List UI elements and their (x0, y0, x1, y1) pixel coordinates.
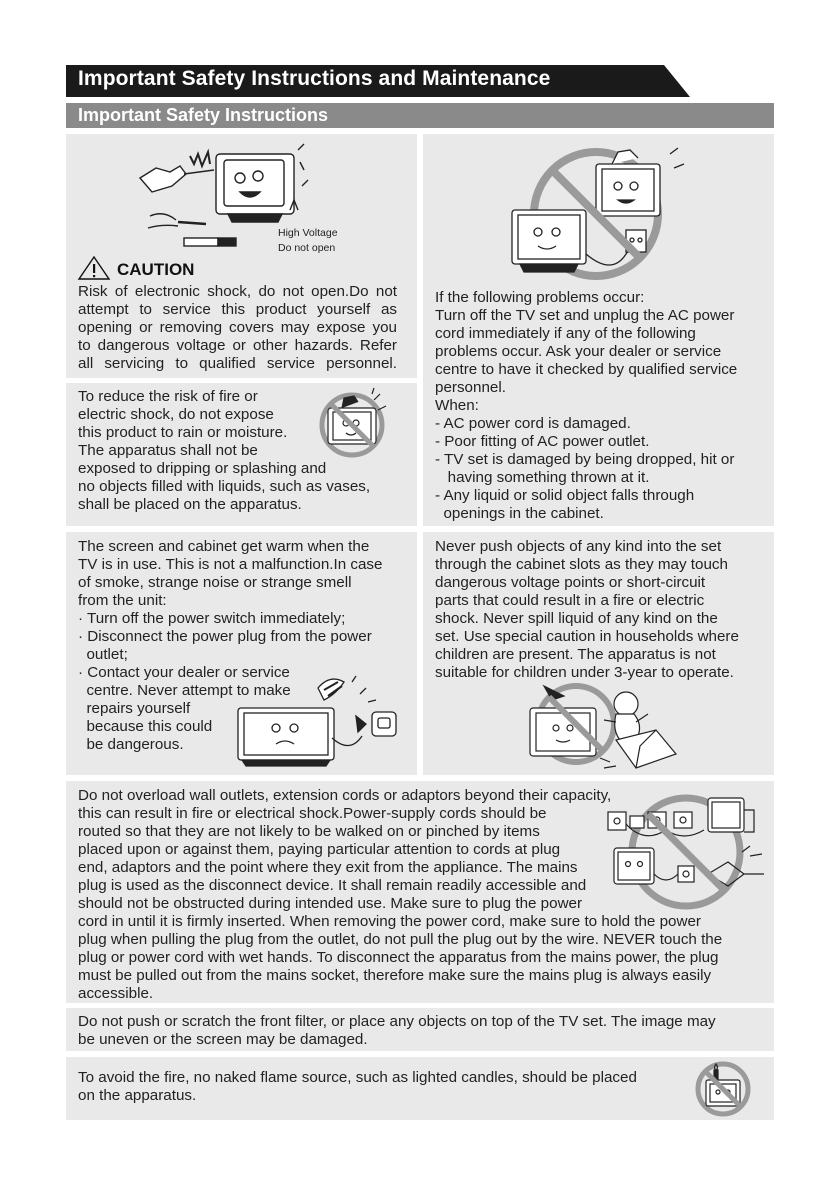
objects-line: Never push objects of any kind into the set (435, 538, 722, 555)
warm-line: TV is in use. This is not a malfunction.In case (78, 556, 383, 573)
moisture-line: The apparatus shall not be (78, 442, 258, 459)
objects-line: suitable for children under 3-year to operate. (435, 664, 734, 681)
outlets-line: should not be obstructed during intended use. Make sure to plug the power (78, 895, 583, 912)
section-title: Important Safety Instructions (78, 105, 329, 125)
problems-line: If the following problems occur: (435, 289, 645, 306)
problems-line: - Poor fitting of AC power outlet. (435, 433, 650, 450)
outlets-line: accessible. (78, 985, 154, 1002)
moisture-line: no objects filled with liquids, such as vases, (78, 478, 371, 495)
rain-tv-prohibited-illustration (314, 388, 392, 458)
problems-line: personnel. (435, 379, 506, 396)
problems-line: - AC power cord is damaged. (435, 415, 631, 432)
warm-line: be dangerous. (78, 736, 184, 753)
problems-line: Turn off the TV set and unplug the AC power (435, 307, 735, 324)
child-climbing-tv-prohibited-illustration (516, 680, 686, 772)
warm-line: from the unit: (78, 592, 167, 609)
outlets-line: plug is used as the disconnect device. It shall remain readily accessible and (78, 877, 587, 894)
objects-line: children are present. The apparatus is not (435, 646, 716, 663)
caution-line: all servicing to qualified service personnel. (78, 355, 397, 372)
warm-line: centre. Never attempt to make (78, 682, 291, 699)
moisture-line: To reduce the risk of fire or (78, 388, 258, 405)
moisture-line: electric shock, do not expose (78, 406, 274, 423)
dropped-tv-prohibited-illustration (500, 142, 700, 292)
flame-line: To avoid the fire, no naked flame source, such as lighted candles, should be placed (78, 1069, 637, 1086)
outlets-line: must be pulled out from the mains socket, therefore make sure the mains plug is always easily (78, 967, 712, 984)
objects-line: shock. Never spill liquid of any kind on the (435, 610, 718, 627)
moisture-line: this product to rain or moisture. (78, 424, 288, 441)
outlets-line: cord in until it is firmly inserted. When removing the power cord, make sure to hold the power (78, 913, 701, 930)
objects-line: parts that could result in a fire or electric (435, 592, 705, 609)
overloaded-outlet-prohibited-illustration (604, 790, 770, 912)
candle-on-tv-prohibited-illustration (692, 1060, 754, 1118)
objects-line: set. Use special caution in households where (435, 628, 739, 645)
outlets-line: this can result in fire or electrical shock.Power-supply cords should be (78, 805, 547, 822)
caution-label: CAUTION (117, 260, 195, 279)
problems-line: having something thrown at it. (435, 469, 650, 486)
warm-line: · Contact your dealer or service (78, 664, 290, 681)
filter-line: Do not push or scratch the front filter, or place any objects on top of the TV set. The image may (78, 1013, 716, 1030)
smoking-tv-illustration (232, 672, 402, 768)
outlets-line: placed upon or against them, paying particular attention to cords at plug (78, 841, 561, 858)
warm-line: The screen and cabinet get warm when the (78, 538, 370, 555)
warm-line: repairs yourself (78, 700, 191, 717)
flame-line: on the apparatus. (78, 1087, 197, 1104)
high-voltage-label: High Voltage (278, 227, 338, 239)
problems-line: When: (435, 397, 479, 414)
outlets-line: end, adaptors and the point where they exit from the appliance. The mains (78, 859, 578, 876)
outlets-line: Do not overload wall outlets, extension cords or adaptors beyond their capacity, (78, 787, 612, 804)
warning-triangle-icon (78, 256, 110, 280)
moisture-line: shall be placed on the apparatus. (78, 496, 302, 513)
problems-line: openings in the cabinet. (435, 505, 604, 522)
page-title: Important Safety Instructions and Maintenance (78, 67, 551, 90)
problems-line: centre to have it checked by qualified service (435, 361, 738, 378)
do-not-open-label: Do not open (278, 242, 336, 254)
warm-line: outlet; (78, 646, 128, 663)
moisture-line: exposed to dripping or splashing and (78, 460, 327, 477)
warm-line: · Disconnect the power plug from the power (78, 628, 372, 645)
problems-line: - TV set is damaged by being dropped, hit or (435, 451, 735, 468)
caution-line: to dangerous voltage or other hazards. Refer (78, 337, 397, 354)
problems-line: problems occur. Ask your dealer or service (435, 343, 722, 360)
caution-line: opening or removing covers may expose you (78, 319, 397, 336)
filter-line: be uneven or the screen may be damaged. (78, 1031, 368, 1048)
outlets-line: plug when pulling the plug from the outlet, do not pull the plug out by the wire. NEVER touch the (78, 931, 723, 948)
warm-line: of smoke, strange noise or strange smell (78, 574, 352, 591)
problems-line: - Any liquid or solid object falls through (435, 487, 695, 504)
caution-line: attempt to service this product yourself as (78, 301, 397, 318)
caution-line: Risk of electronic shock, do not open.Do not (78, 283, 397, 300)
objects-line: dangerous voltage points or short-circuit (435, 574, 706, 591)
problems-line: cord immediately if any of the following (435, 325, 696, 342)
outlets-line: routed so that they are not likely to be walked on or pinched by items (78, 823, 540, 840)
warm-line: because this could (78, 718, 213, 735)
warm-line: · Turn off the power switch immediately; (78, 610, 346, 627)
objects-line: through the cabinet slots as they may touch (435, 556, 728, 573)
outlets-line: plug or power cord with wet hands. To disconnect the apparatus from the mains power, the plug (78, 949, 719, 966)
